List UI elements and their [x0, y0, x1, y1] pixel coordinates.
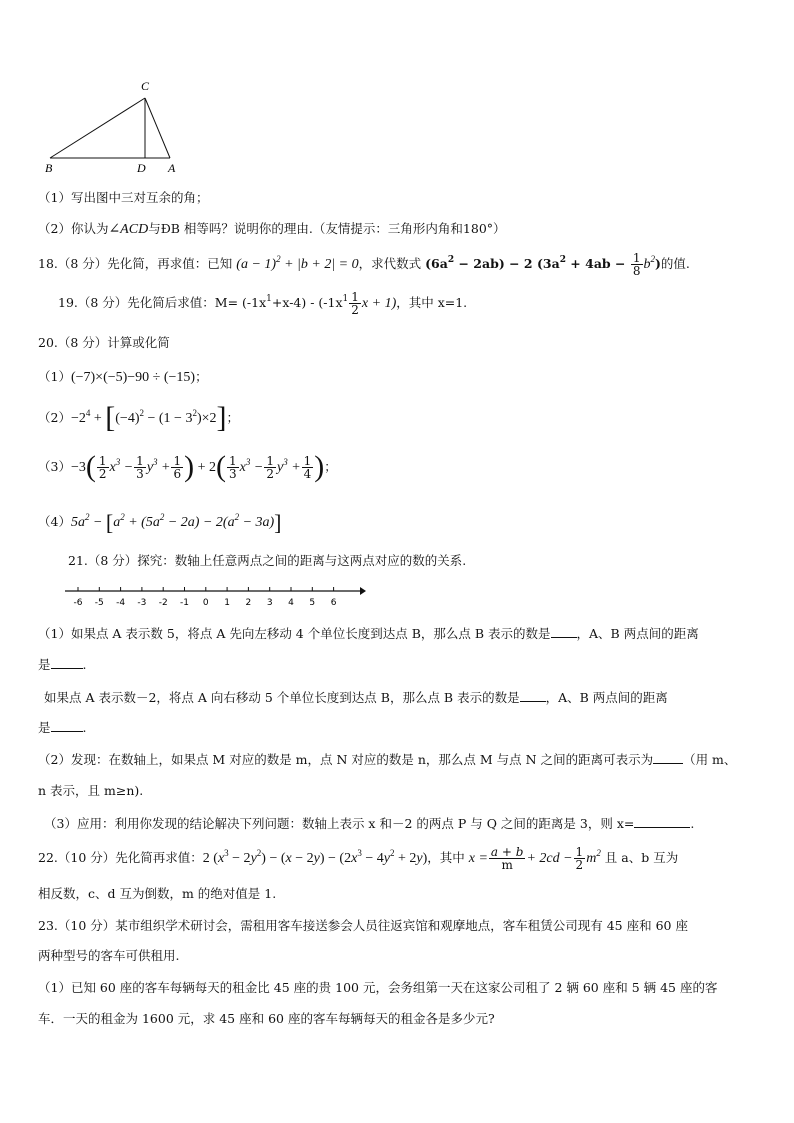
q19-pre: 19.（8 分）先化简后求值：M= (-1x [58, 295, 267, 310]
q21-part1-line2: 是 . [38, 657, 87, 672]
q20-item-4: $(4)5a^2 - [a^2 + (5a^2 - 2a) - 2(a^2 - 3a)]$ [38, 509, 282, 535]
q19-mid: +x-4) - (-1x [271, 295, 343, 310]
question-18: 18.（8 分）先化简，再求值：已知 $(a - 1)^2 + |b + 2| = 0$，求代数式 $(6a^2 - 2ab) - 2$ ($3a^2 + 4ab$ − $\frac{1}{8}$ $b^2$)的值. [38, 251, 690, 278]
label-b: B [45, 161, 53, 175]
q21-part1-line3: 如果点 A 表示数－2，将点 A 向右移动 5 个单位长度到达点 B，那么点 B 表示的数是 ，A、B 两点间的距离 [44, 690, 668, 705]
q23-line2: 两种型号的客车可供租用. [38, 948, 180, 963]
number-line-label: 6 [330, 598, 337, 608]
number-line-label: 2 [245, 598, 252, 608]
q17-part2 [38, 219, 506, 238]
q21-part2-line2: n 表示，且 m≥n). [38, 783, 144, 798]
q19-post: ，其中 x=1. [396, 295, 468, 310]
q18-mid: ，求代数式 [358, 256, 422, 271]
q18-expression: $(6a^2 - 2ab) - 2$ ($3a^2 + 4ab$ − [425, 255, 630, 271]
q23-line3: （1）已知 60 座的客车每辆每天的租金比 45 座的贵 100 元，会务组第一天在这家公司租了 2 辆 60 座和 5 辆 45 座的客 [38, 980, 718, 995]
q21-part3: （3）应用：利用你发现的结论解决下列问题：数轴上表示 x 和－2 的两点 P 与 Q 之间的距离是 3，则 x= . [44, 816, 695, 831]
label-d: D [137, 161, 146, 175]
q21-heading: 21.（8 分）探究：数轴上任意两点之间的距离与这两点对应的数的关系. [68, 553, 467, 568]
number-line [60, 583, 370, 613]
q21-part1-line1: （1）如果点 A 表示数 5，将点 A 先向左移动 4 个单位长度到达点 B，那么点 B 表示的数是 ，A、B 两点间的距离 [38, 626, 699, 641]
number-line-label: 0 [202, 598, 209, 608]
q17-p2-angle: ∠ACD [108, 222, 149, 237]
q20-item-2: $(2)-2^4 + [(-4)^2 - (1 - 3^2)\times 2]$； [38, 400, 240, 434]
q20-heading: 20.（8 分）计算或化简 [38, 335, 170, 350]
q21-part2-line1: （2）发现：在数轴上，如果点 M 对应的数是 m，点 N 对应的数是 n，那么点 M 与点 N 之间的距离可表示为 （用 m、 [38, 752, 737, 767]
q20-item-1: （1）(−7)×(−5)−90 ÷ (−15)； [38, 369, 208, 385]
question-22: 22.（10 分）先化简再求值：2 $(x^3 - 2y^2) - (x - 2y) - (2x^3 - 4y^2 + 2y)$，其中 x = $\frac{a + b}{m}$ + 2cd − $\frac{1}{2}$ $m^2$ 且 a、b 互为 [38, 845, 679, 872]
q18-condition: $(a - 1)^2 + |b + 2| = 0$ [236, 254, 359, 272]
number-line-label: 5 [309, 598, 316, 608]
number-line-label: 4 [288, 598, 294, 608]
number-line-label: -3 [137, 598, 147, 608]
question-22-line2: 相反数，c、d 互为倒数，m 的绝对值是 1. [38, 886, 277, 901]
q17-part1: （1）写出图中三对互余的角； [38, 190, 209, 205]
q18-frac: $\frac{1}{8}$ [632, 251, 641, 278]
number-line-label: -6 [73, 598, 83, 608]
number-line-label: -5 [94, 598, 104, 608]
label-a: A [168, 161, 176, 175]
q23-line1: 23.（10 分）某市组织学术研讨会，需租用客车接送参会人员往返宾馆和观摩地点，客车租赁公司现有 45 座和 60 座 [38, 918, 688, 933]
label-c: C [141, 79, 150, 93]
q20-item-3: （3）−3( $\frac{1}{2}$ $x^3$ − $\frac{1}{3}$ $y^3$ + $\frac{1}{6}$ ) + 2( $\frac{1}{3}$ $x^3$ − $\frac{1}{2}$ $y^3$ + $\frac{1}{4}$ )； [38, 449, 337, 483]
q17-p2-post: 与ÐB 相等吗？说明你的理由.（友情提示：三角形内角和180°） [148, 221, 506, 236]
q23-line4: 车．一天的租金为 1600 元，求 45 座和 60 座的客车每辆每天的租金各是多少元? [38, 1011, 495, 1026]
q17-p2-pre: （2）你认为 [38, 221, 109, 236]
number-line-label: 1 [224, 598, 230, 608]
number-line-label: 3 [266, 598, 273, 608]
number-line-label: -4 [116, 598, 126, 608]
number-line-label: -1 [180, 598, 189, 608]
question-19: 19.（8 分）先化简后求值：$M= (-1x^1+x-4) - (-1x^1$ $\frac{1}{2}$ x + 1)，其中 x=1. [58, 290, 468, 317]
number-line-label: -2 [158, 598, 168, 608]
q18-pre: 18.（8 分）先化简，再求值：已知 [38, 256, 233, 271]
q18-post: 的值. [660, 256, 690, 271]
q21-part1-line4: 是 . [38, 720, 87, 735]
triangle-figure [40, 78, 190, 178]
